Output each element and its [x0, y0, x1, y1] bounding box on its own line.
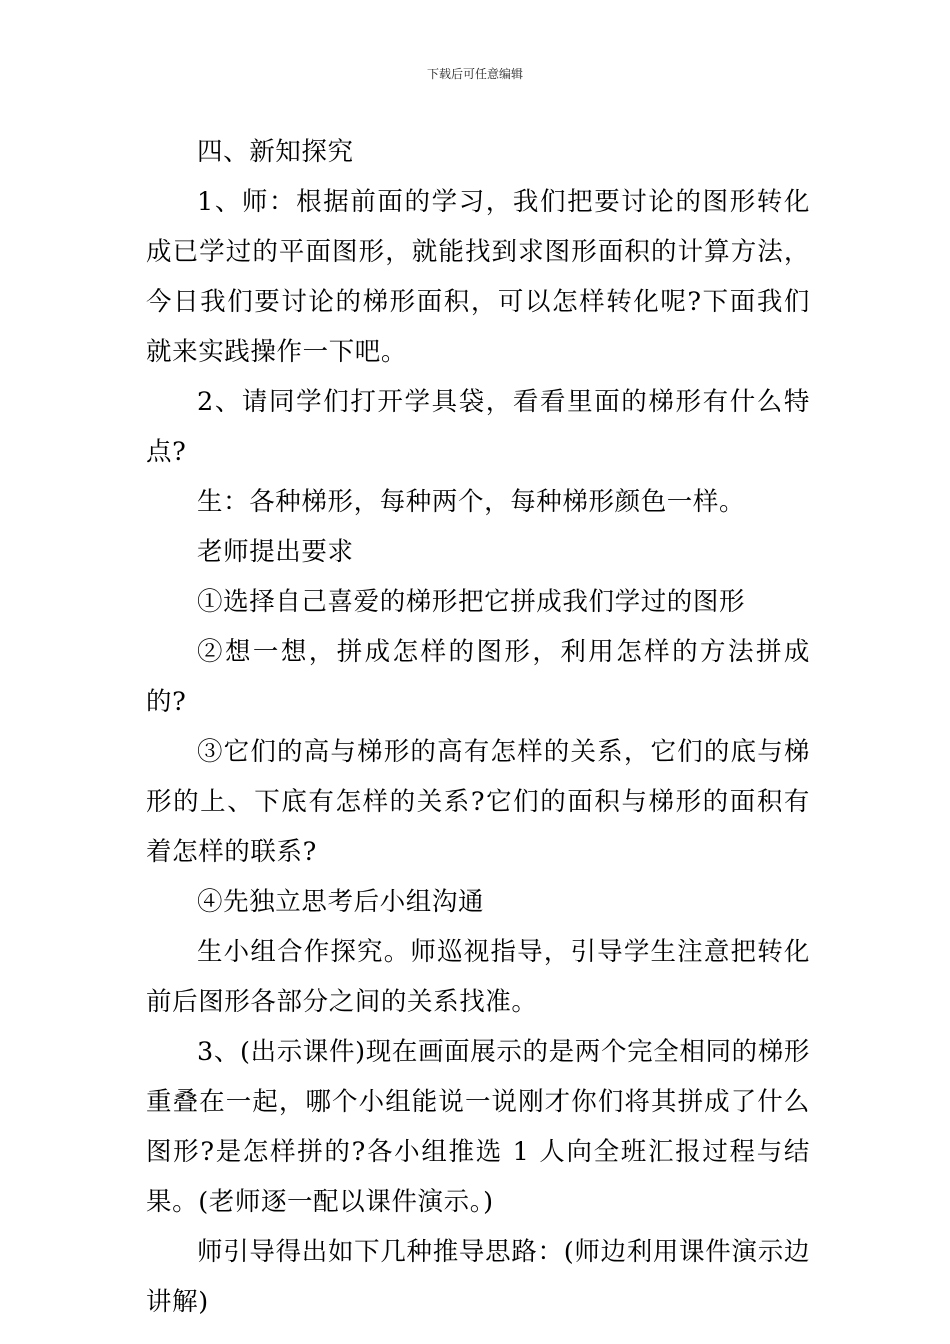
section-heading: 四、新知探究	[197, 137, 354, 167]
paragraph: 生小组合作探究。师巡视指导，引导学生注意把转化前后图形各部分之间的关系找准。	[146, 937, 810, 1017]
list-item: ③它们的高与梯形的高有怎样的关系，它们的底与梯形的上、下底有怎样的关系?它们的面积与梯形的面积有着怎样的联系?	[146, 737, 810, 867]
paragraph: 生：各种梯形，每种两个，每种梯形颜色一样。	[197, 487, 746, 517]
list-item: ④先独立思考后小组沟通	[197, 887, 485, 917]
list-item: ②想一想，拼成怎样的图形，利用怎样的方法拼成的?	[146, 637, 810, 717]
list-item: ①选择自己喜爱的梯形把它拼成我们学过的图形	[197, 587, 746, 617]
paragraph: 3、(出示课件)现在画面展示的是两个完全相同的梯形重叠在一起，哪个小组能说一说刚才你们将其拼成了什么图形?是怎样拼的?各小组推选 1 人向全班汇报过程与结果。(老师逐一配以课件演示。)	[146, 1037, 810, 1217]
paragraph: 师引导得出如下几种推导思路：(师边利用课件演示边讲解)	[146, 1237, 810, 1317]
paragraph: 1、师：根据前面的学习，我们把要讨论的图形转化成已学过的平面图形，就能找到求图形面积的计算方法，今日我们要讨论的梯形面积，可以怎样转化呢?下面我们就来实践操作一下吧。	[146, 187, 810, 367]
document-body	[146, 127, 810, 1327]
page-header: 下载后可任意编辑	[426, 67, 523, 81]
paragraph: 老师提出要求	[197, 537, 354, 567]
paragraph: 2、请同学们打开学具袋，看看里面的梯形有什么特点?	[146, 387, 810, 467]
